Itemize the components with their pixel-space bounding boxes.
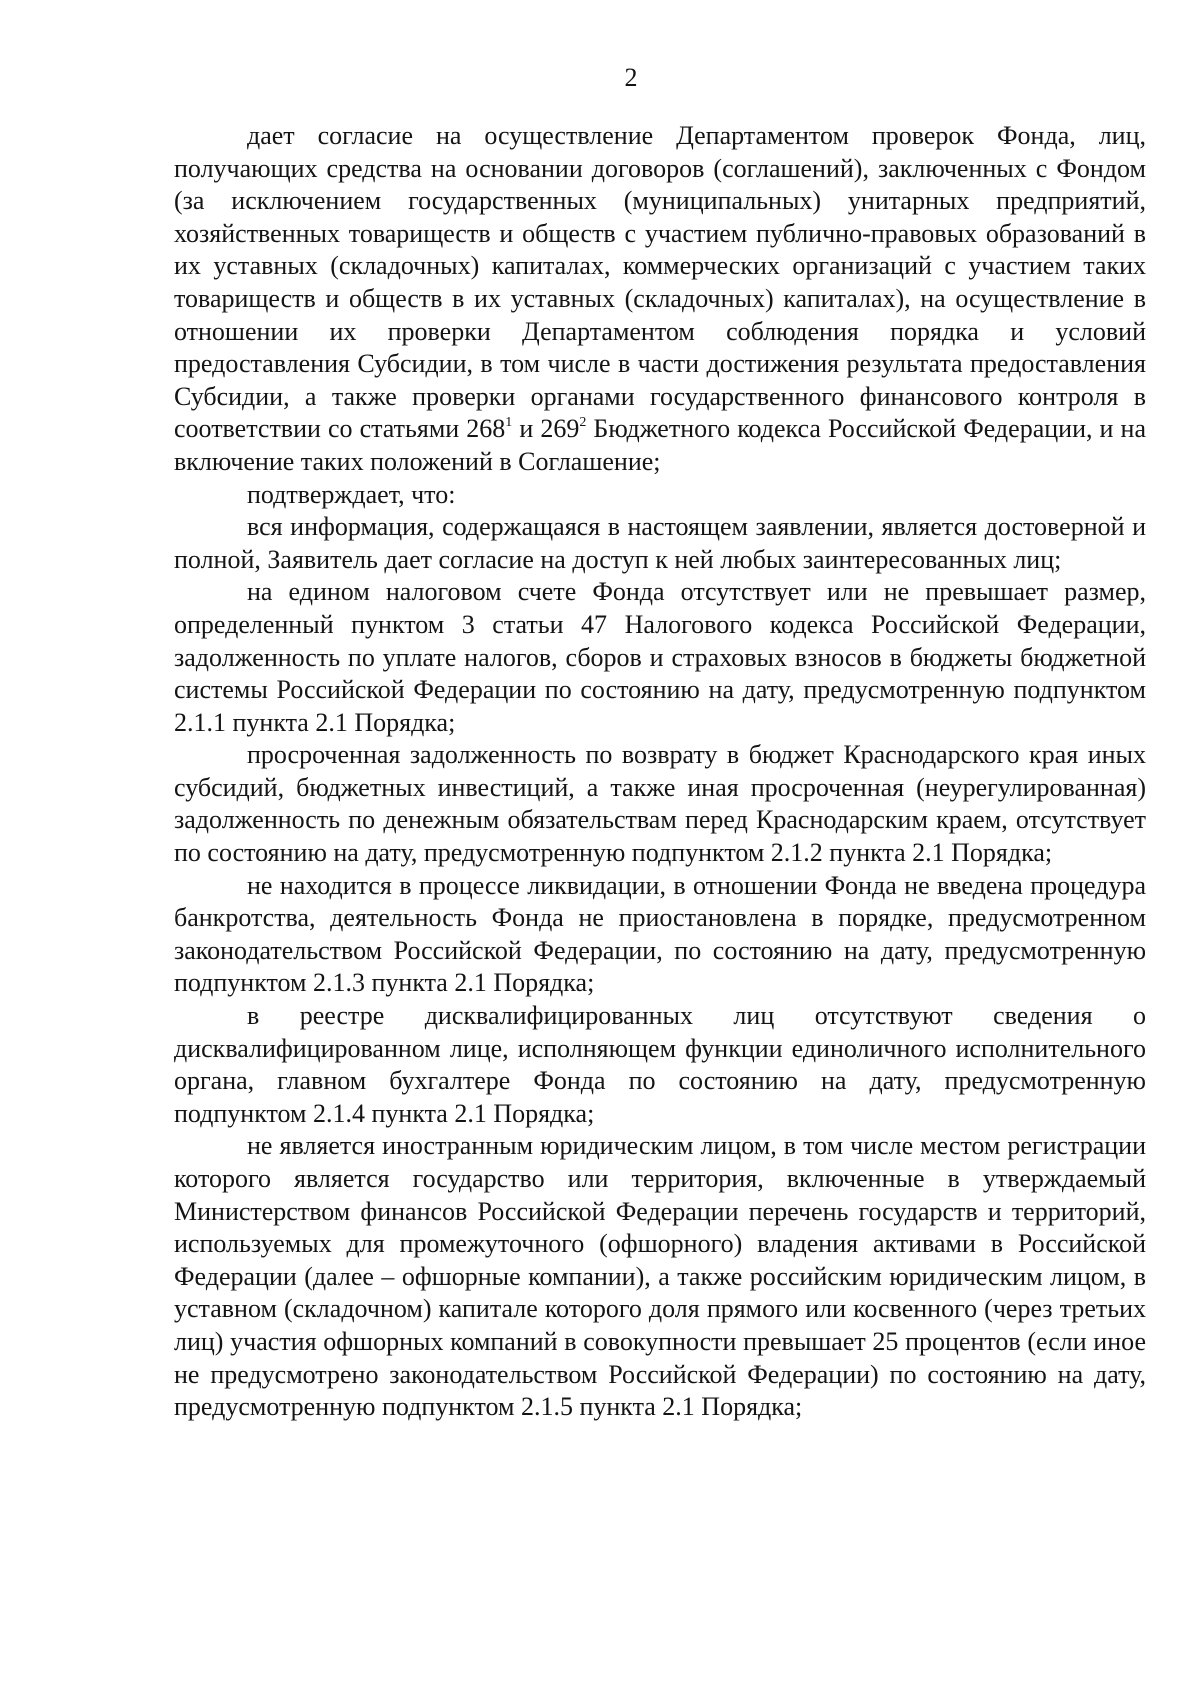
paragraph-text: Бюджетного кодекса Российской Федерации, и на включение таких положений в Соглашение; (174, 414, 1146, 476)
paragraph-text: и 269 (512, 414, 580, 444)
paragraph-overdue-debt: просроченная задолженность по возврату в бюджет Краснодарского края иных субсидий, бюджетных инвестиций, а также иная просроченная (неурегулированная) задолженность по денежным обязательствам перед Краснодарским краем, отсутствует по состоянию на дату, предусмотренную подпунктом 2.1.2 пункта 2.1 Порядка; (174, 740, 1146, 868)
paragraph-confirms: подтверждает, что: (247, 479, 456, 509)
superscript: 2 (579, 415, 587, 431)
paragraph-tax-debt: на едином налоговом счете Фонда отсутствует или не превышает размер, определенный пунктом 3 статьи 47 Налогового кодекса Российской Федерации, задолженность по уплате налогов, сборов и страховых взносов в бюджеты бюджетной системы Российской Федерации по состоянию на дату, предусмотренную подпунктом 2.1.1 пункта 2.1 Порядка; (174, 577, 1146, 737)
paragraph-information-reliable: вся информация, содержащаяся в настоящем заявлении, является достоверной и полной, Заявитель дает согласие на доступ к ней любых заинтересованных лиц; (174, 512, 1146, 574)
paragraph-offshore: не является иностранным юридическим лицом, в том числе местом регистрации которого является государство или территория, включенные в утверждаемый Министерством финансов Российской Федерации перечень государств и территорий, используемых для промежуточного (офшорного) владения активами в Российской Федерации (далее – офшорные компании), а также российским юридическим лицом, в уставном (складочном) капитале которого доля прямого или косвенного (через третьих лиц) участия офшорных компаний в совокупности превышает 25 процентов (если иное не предусмотрено законодательством Российской Федерации) по состоянию на дату, предусмотренную подпунктом 2.1.5 пункта 2.1 Порядка; (174, 1131, 1146, 1422)
paragraph-disqualified-persons: в реестре дисквалифицированных лиц отсутствуют сведения о дисквалифицированном лице, исполняющем функции единоличного исполнительного органа, главном бухгалтере Фонда по состоянию на дату, предусмотренную подпунктом 2.1.4 пункта 2.1 Порядка; (174, 1001, 1146, 1128)
document-body (174, 120, 1146, 1424)
superscript: 1 (505, 415, 513, 431)
paragraph-consent-inspections (174, 120, 1146, 479)
page-number: 2 (624, 63, 638, 92)
paragraph-text: дает согласие на осуществление Департаментом проверок Фонда, лиц, получающих средства на основании договоров (соглашений), заключенных с Фондом (за исключением государственных (муниципальных) унитарных предприятий, хозяйственных товариществ и обществ с участием публично-правовых образований в их уставных (складочных) капиталах, коммерческих организаций с участием таких товариществ и обществ в их уставных (складочных) капиталах), на осуществление в отношении их проверки Департаментом соблюдения порядка и условий предоставления Субсидии, в том числе в части достижения результата предоставления Субсидии, а также проверки органами государственного финансового контроля в соответствии со статьями 268 (174, 121, 1146, 444)
paragraph-not-liquidated: не находится в процессе ликвидации, в отношении Фонда не введена процедура банкротства, деятельность Фонда не приостановлена в порядке, предусмотренном законодательством Российской Федерации, по состоянию на дату, предусмотренную подпунктом 2.1.3 пункта 2.1 Порядка; (174, 870, 1146, 998)
